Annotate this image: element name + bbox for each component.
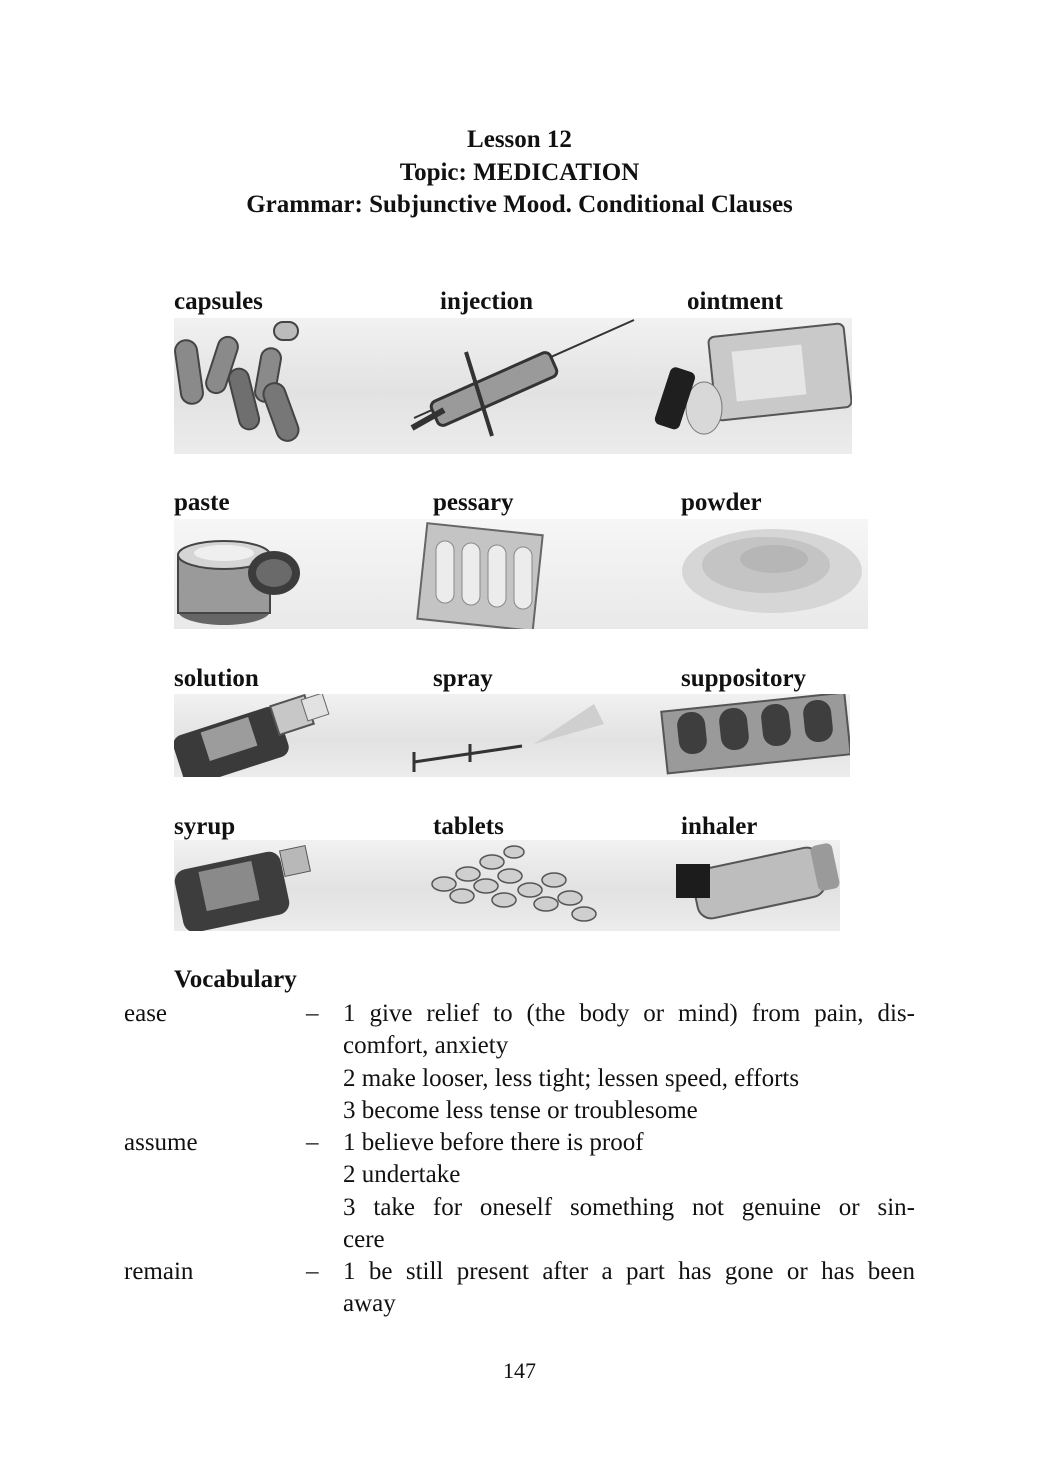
definition-line: 1 give relief to (the body or mind) from pain, dis- bbox=[343, 1000, 915, 1027]
spray-syringe-illustration bbox=[414, 704, 604, 772]
label-spray: spray bbox=[433, 665, 493, 692]
label-solution: solution bbox=[174, 665, 259, 692]
definition-line: 1 believe before there is proof bbox=[343, 1129, 644, 1156]
vocab-term-ease: ease bbox=[124, 1000, 168, 1027]
inhaler-illustration bbox=[676, 842, 840, 921]
label-inhaler: inhaler bbox=[681, 813, 758, 840]
page-number: 147 bbox=[503, 1358, 536, 1383]
lesson-number: Lesson 12 bbox=[467, 126, 572, 153]
pessary-pack-illustration bbox=[417, 523, 542, 629]
label-pessary: pessary bbox=[433, 489, 514, 516]
label-paste: paste bbox=[174, 489, 230, 516]
label-tablets: tablets bbox=[433, 813, 504, 840]
syringe-illustration bbox=[412, 320, 634, 436]
vocab-definition-remain bbox=[343, 1256, 915, 1321]
definition-line: away bbox=[343, 1290, 396, 1318]
vocab-dash: – bbox=[306, 1129, 319, 1156]
label-suppository: suppository bbox=[681, 665, 807, 692]
definition-line: cere bbox=[343, 1225, 385, 1253]
vocab-definition-ease bbox=[343, 998, 915, 1127]
ointment-tube-illustration bbox=[653, 323, 852, 434]
vocab-dash: – bbox=[306, 1000, 319, 1027]
image-strip-row2 bbox=[174, 519, 868, 629]
definition-line: 3 take for oneself something not genuine or sin- bbox=[343, 1193, 915, 1221]
label-powder: powder bbox=[681, 489, 762, 516]
vocab-term-assume: assume bbox=[124, 1129, 198, 1156]
label-syrup: syrup bbox=[174, 813, 236, 840]
definition-line: 3 become less tense or troublesome bbox=[343, 1096, 698, 1124]
vocabulary-heading: Vocabulary bbox=[174, 966, 297, 993]
definition-line: comfort, anxiety bbox=[343, 1032, 509, 1060]
lesson-topic: Topic: MEDICATION bbox=[399, 158, 640, 186]
powder-illustration bbox=[682, 529, 862, 613]
paste-jar-illustration bbox=[178, 541, 300, 625]
definition-line: 2 undertake bbox=[343, 1161, 461, 1189]
syrup-bottle-illustration bbox=[174, 846, 310, 931]
vocab-term-remain: remain bbox=[124, 1258, 194, 1285]
lesson-header bbox=[0, 124, 1039, 222]
suppository-strip-illustration bbox=[661, 694, 850, 773]
solution-bottle-illustration bbox=[174, 694, 329, 777]
definition-line: 2 make looser, less tight; lessen speed, efforts bbox=[343, 1064, 800, 1092]
label-capsules: capsules bbox=[174, 288, 263, 315]
lesson-grammar: Grammar: Subjunctive Mood. Conditional Clauses bbox=[246, 191, 793, 218]
image-strip-row1 bbox=[174, 318, 852, 454]
label-injection: injection bbox=[440, 288, 534, 315]
vocab-definition-assume bbox=[343, 1127, 915, 1256]
image-strip-row3 bbox=[174, 694, 850, 777]
tablets-illustration bbox=[432, 846, 596, 921]
image-strip-row4 bbox=[174, 840, 840, 931]
definition-line: 1 be still present after a part has gone or has been bbox=[343, 1258, 915, 1285]
vocab-dash: – bbox=[306, 1258, 319, 1285]
label-ointment: ointment bbox=[687, 288, 783, 315]
capsules-illustration bbox=[174, 322, 302, 444]
